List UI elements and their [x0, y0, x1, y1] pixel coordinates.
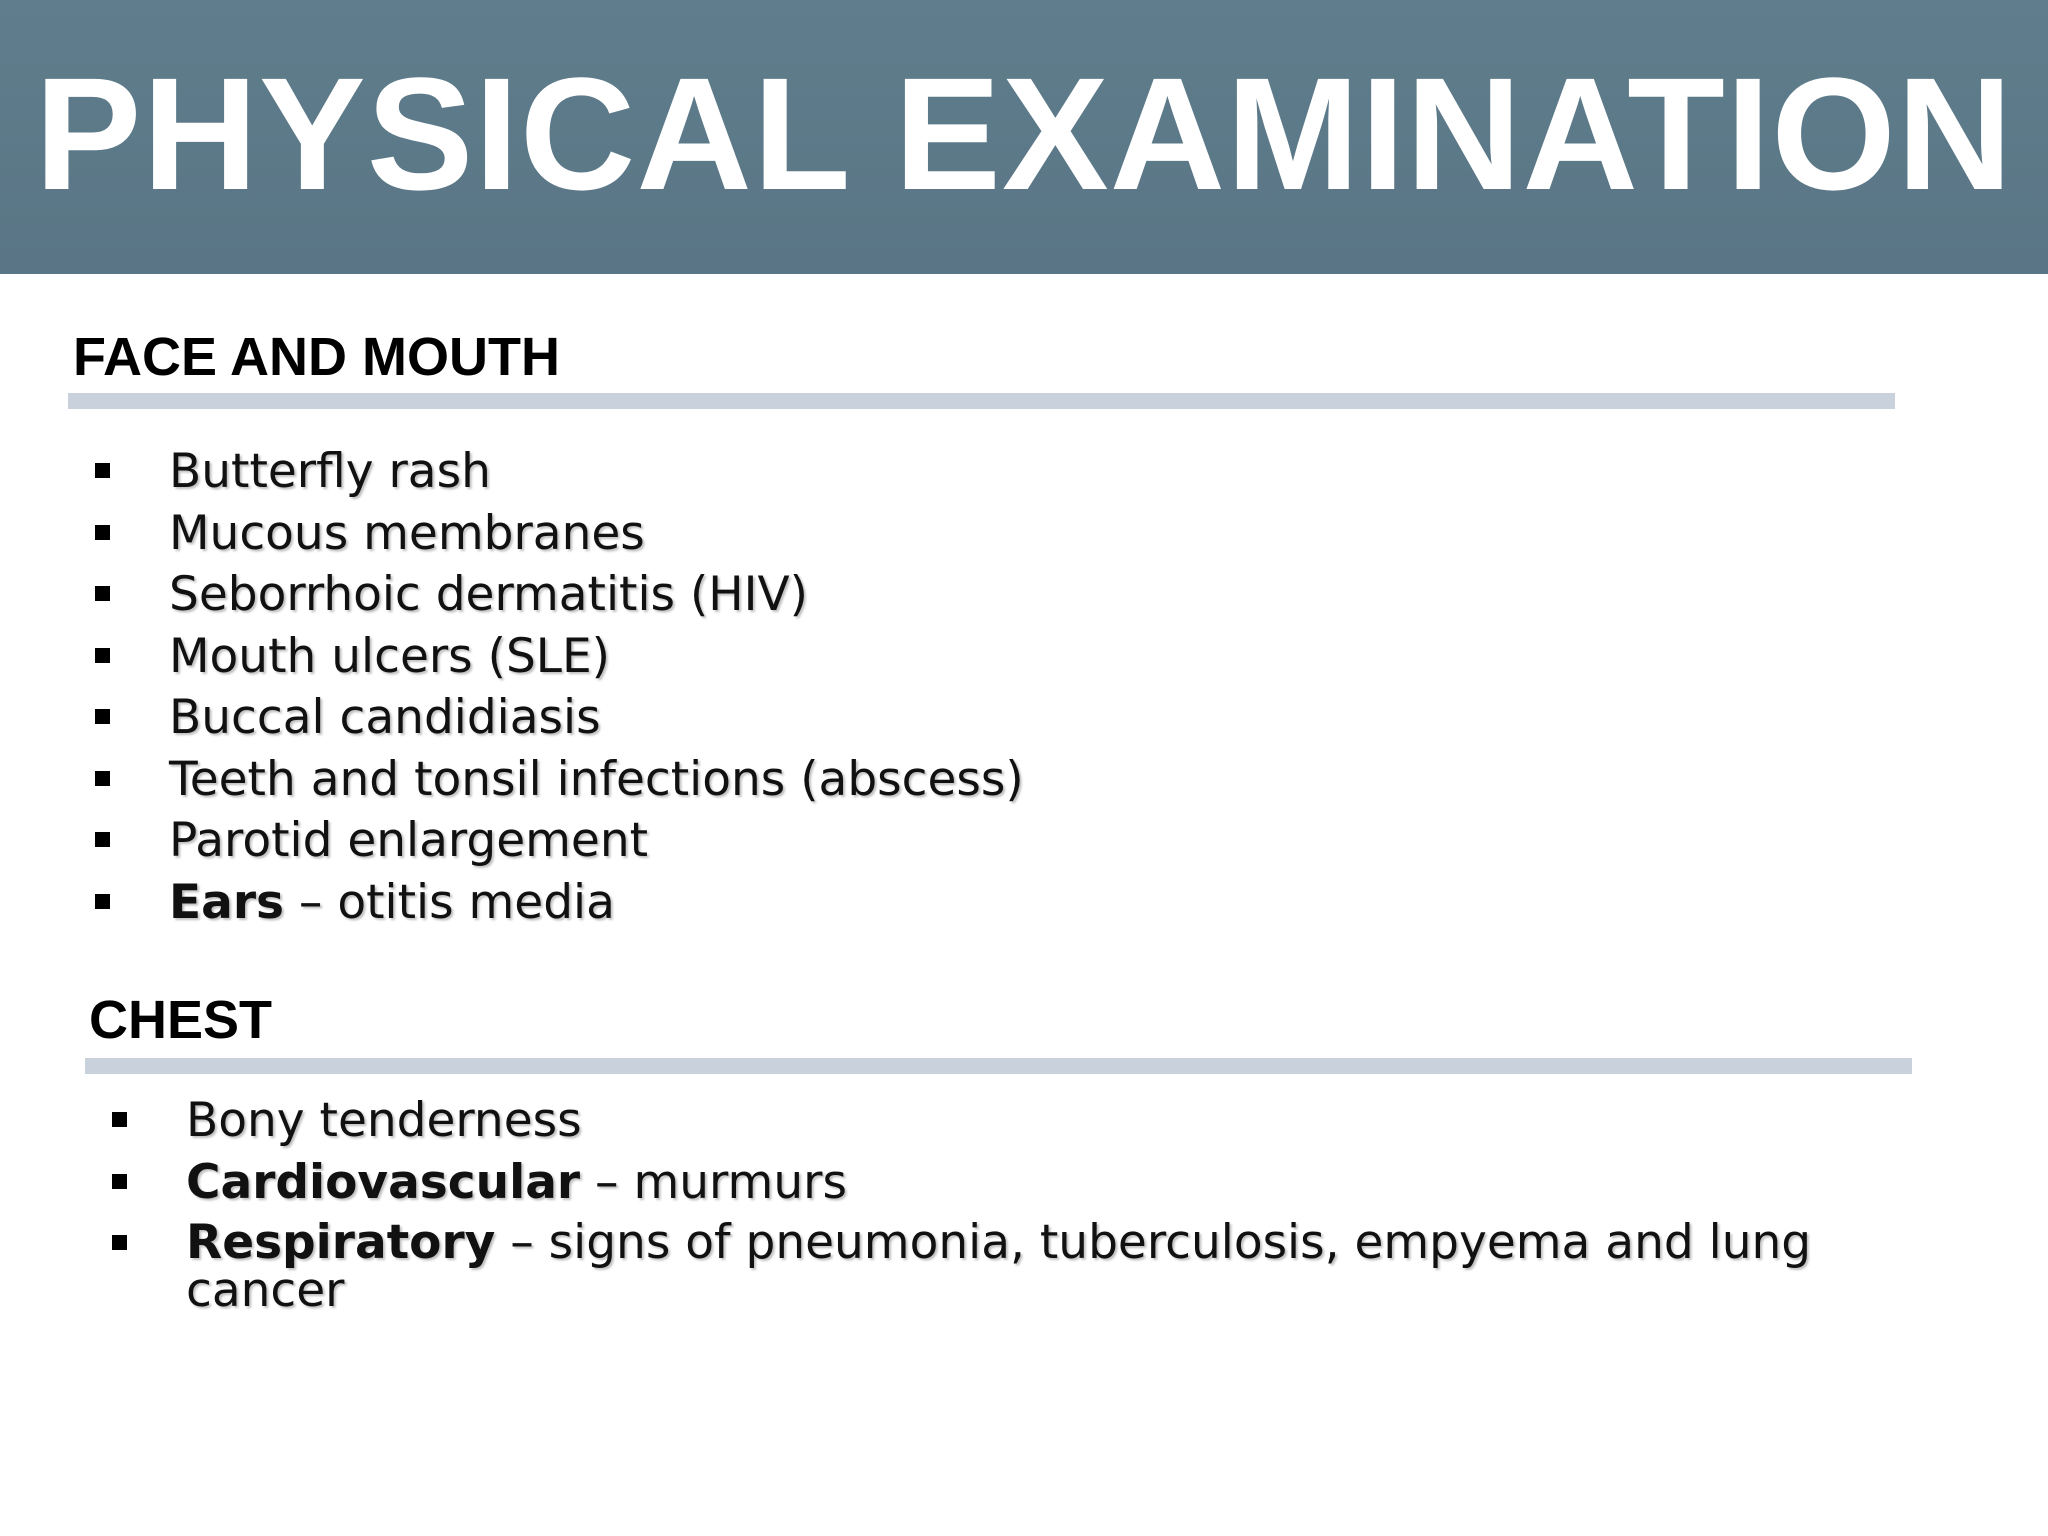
list-item: [95, 687, 1895, 749]
list-item: [95, 626, 1895, 688]
square-bullet-icon: [95, 832, 110, 847]
square-bullet-icon: [95, 709, 110, 724]
square-bullet-icon: [112, 1174, 127, 1189]
title-bar: [0, 0, 2048, 274]
list-item: [95, 441, 1895, 503]
square-bullet-icon: [112, 1112, 127, 1127]
section-heading-chest: CHEST: [89, 990, 273, 1050]
square-bullet-icon: [95, 894, 110, 909]
square-bullet-icon: [95, 648, 110, 663]
item-text: Bony tenderness: [186, 1093, 582, 1148]
list-item: [95, 503, 1895, 565]
list-item: [112, 1090, 1812, 1152]
item-term: Ears: [169, 874, 284, 930]
item-term: Cardiovascular: [186, 1154, 581, 1210]
list-item: [95, 872, 1895, 934]
item-text: Teeth and tonsil infections (abscess): [169, 751, 1024, 807]
item-text: Butterfly rash: [169, 444, 491, 499]
item-text: Mouth ulcers (SLE): [169, 628, 610, 684]
slide-title: PHYSICAL EXAMINATION: [34, 44, 2014, 223]
list-item: [95, 749, 1895, 811]
item-text: Parotid enlargement: [169, 813, 649, 868]
list-item: [95, 810, 1895, 872]
list-item: [112, 1213, 1866, 1318]
chest-list: [112, 1090, 1812, 1318]
section-divider-chest: [85, 1058, 1912, 1074]
square-bullet-icon: [112, 1235, 127, 1250]
square-bullet-icon: [95, 525, 110, 540]
item-text: Seborrhoic dermatitis (HIV): [169, 567, 808, 622]
face-mouth-list: [95, 441, 1895, 933]
item-text: Buccal candidiasis: [169, 690, 601, 745]
square-bullet-icon: [95, 463, 110, 478]
item-text: – otitis media: [283, 874, 615, 930]
square-bullet-icon: [95, 586, 110, 601]
item-text: – murmurs: [580, 1154, 847, 1210]
section-divider-face-mouth: [68, 393, 1895, 409]
item-term: Respiratory: [186, 1215, 496, 1270]
item-text: – signs of pneumonia, tuberculosis, empyema and lung cancer: [186, 1215, 1812, 1318]
square-bullet-icon: [95, 771, 110, 786]
list-item: [112, 1152, 1812, 1214]
item-text: Mucous membranes: [169, 505, 645, 561]
section-heading-face-mouth: FACE AND MOUTH: [73, 327, 560, 387]
list-item: [95, 564, 1895, 626]
